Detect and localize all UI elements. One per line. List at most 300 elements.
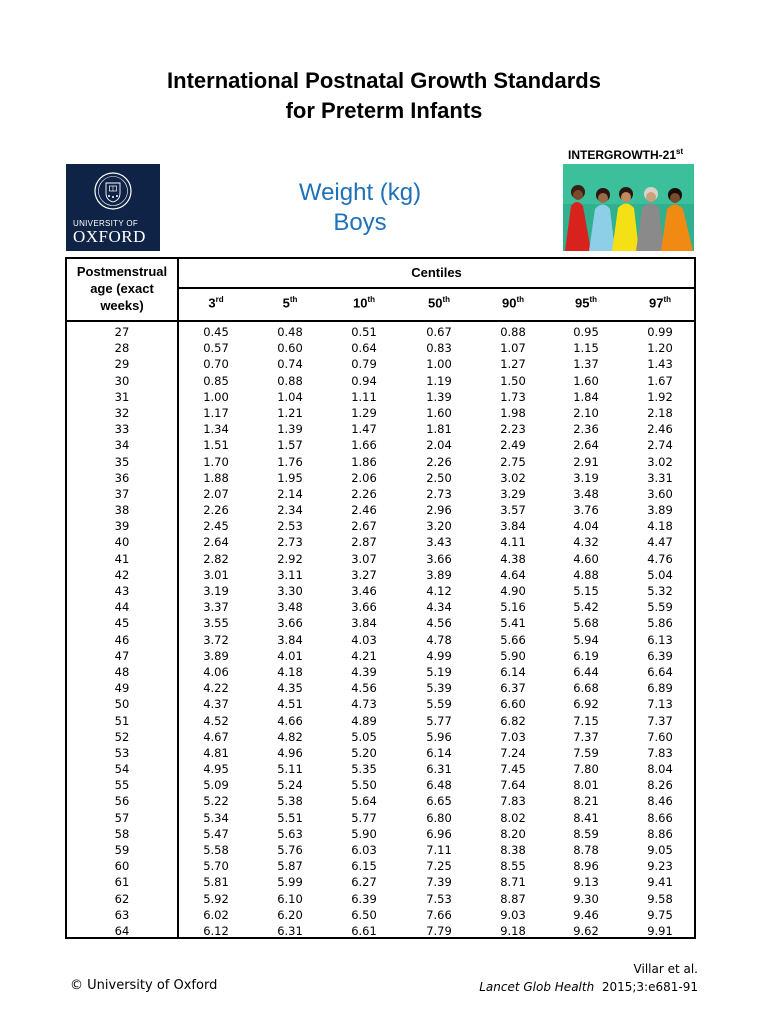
weight-cell: 3.57 [500, 503, 526, 518]
weight-cell: 6.48 [426, 778, 452, 793]
weight-cell: 5.90 [351, 826, 377, 841]
chart-title-measure: Weight (kg) [298, 179, 422, 206]
intergrowth-label-text: INTERGROWTH-21 [568, 148, 676, 162]
weight-cell: 5.39 [426, 681, 452, 696]
author-text: Villar et al. [633, 962, 698, 976]
weight-cell: 4.35 [277, 681, 303, 696]
weight-cell: 3.48 [573, 486, 599, 501]
age-cell: 43 [114, 584, 130, 598]
table-row [67, 389, 694, 405]
weight-cell: 4.18 [277, 664, 303, 679]
age-cell: 64 [114, 923, 130, 938]
weight-cell: 5.05 [351, 729, 377, 744]
table-row [67, 664, 694, 680]
weight-cell: 8.21 [573, 794, 599, 809]
table-row [67, 793, 694, 809]
age-cell: 63 [114, 907, 130, 922]
weight-cell: 9.46 [573, 907, 599, 922]
weight-cell: 7.37 [647, 713, 673, 728]
weight-cell: 1.17 [203, 405, 229, 420]
weight-cell: 8.01 [573, 778, 599, 793]
intergrowth-label-sup: st [676, 147, 684, 156]
weight-cell: 1.47 [351, 422, 377, 437]
weight-cell: 2.46 [647, 422, 673, 437]
weight-cell: 4.39 [351, 664, 377, 679]
weight-cell: 2.26 [351, 486, 377, 501]
weight-cell: 4.89 [351, 713, 377, 728]
weight-cell: 1.70 [203, 454, 229, 469]
weight-cell: 6.37 [500, 681, 526, 696]
page-title-line1: International Postnatal Growth Standards [167, 68, 601, 93]
weight-cell: 5.51 [277, 810, 303, 825]
weight-cell: 4.38 [500, 551, 526, 566]
weight-cell: 2.10 [573, 405, 599, 420]
age-cell: 53 [114, 745, 130, 760]
weight-cell: 0.79 [351, 357, 377, 372]
weight-cell: 3.01 [203, 567, 229, 582]
weight-cell: 1.84 [573, 389, 599, 404]
weight-cell: 6.50 [351, 907, 377, 922]
table-row [67, 745, 694, 761]
age-cell: 62 [114, 891, 130, 906]
weight-centile-table [65, 257, 696, 939]
weight-cell: 7.39 [426, 875, 452, 890]
table-row [67, 567, 694, 583]
weight-cell: 6.68 [573, 681, 599, 696]
weight-cell: 7.25 [426, 859, 452, 874]
weight-cell: 1.92 [647, 389, 673, 404]
weight-cell: 5.35 [351, 762, 377, 777]
weight-cell: 3.84 [351, 616, 377, 631]
weight-cell: 5.68 [573, 616, 599, 631]
weight-cell: 0.45 [203, 325, 229, 339]
weight-cell: 7.64 [500, 778, 526, 793]
weight-cell: 8.20 [500, 826, 526, 841]
table-divider-body [67, 320, 694, 322]
weight-cell: 6.19 [573, 648, 599, 663]
oxford-logo [66, 164, 160, 251]
weight-cell: 7.03 [500, 729, 526, 744]
weight-cell: 4.18 [647, 519, 673, 534]
weight-cell: 0.95 [573, 325, 599, 339]
centile-header-suffix: th [589, 295, 598, 304]
weight-cell: 3.76 [573, 503, 599, 518]
weight-cell: 6.02 [203, 907, 229, 922]
age-cell: 38 [114, 503, 130, 518]
table-row [67, 583, 694, 599]
weight-cell: 0.74 [277, 357, 303, 372]
weight-cell: 6.64 [647, 664, 673, 679]
weight-cell: 5.59 [647, 600, 673, 615]
weight-cell: 7.83 [500, 794, 526, 809]
centile-header-number: 50 [427, 295, 443, 311]
weight-cell: 4.22 [203, 681, 229, 696]
age-cell: 55 [114, 778, 130, 793]
age-cell: 48 [114, 664, 130, 679]
weight-cell: 8.02 [500, 810, 526, 825]
table-row [67, 907, 694, 923]
weight-cell: 6.14 [500, 664, 526, 679]
weight-cell: 9.62 [573, 923, 599, 938]
weight-cell: 6.15 [351, 859, 377, 874]
age-cell: 29 [114, 357, 130, 372]
weight-cell: 0.83 [426, 341, 452, 356]
weight-cell: 6.44 [573, 664, 599, 679]
weight-cell: 4.82 [277, 729, 303, 744]
table-row [67, 858, 694, 874]
weight-cell: 2.53 [277, 519, 303, 534]
weight-cell: 9.58 [647, 891, 673, 906]
weight-cell: 5.64 [351, 794, 377, 809]
weight-cell: 8.71 [500, 875, 526, 890]
weight-cell: 4.47 [647, 535, 673, 550]
weight-cell: 3.31 [647, 470, 673, 485]
weight-cell: 3.48 [277, 600, 303, 615]
intergrowth-label [568, 147, 683, 162]
weight-cell: 1.86 [351, 454, 377, 469]
age-cell: 49 [114, 681, 130, 696]
weight-cell: 4.90 [500, 584, 526, 598]
weight-cell: 0.99 [647, 325, 673, 339]
weight-cell: 2.06 [351, 470, 377, 485]
weight-cell: 1.00 [426, 357, 452, 372]
weight-cell: 0.94 [351, 373, 377, 388]
weight-cell: 0.57 [203, 341, 229, 356]
age-cell: 30 [114, 373, 130, 388]
weight-cell: 4.76 [647, 551, 673, 566]
weight-cell: 2.36 [573, 422, 599, 437]
weight-cell: 4.64 [500, 567, 526, 582]
centile-header-5 [260, 295, 320, 310]
centile-header-suffix: th [663, 295, 672, 304]
weight-cell: 8.86 [647, 826, 673, 841]
age-cell: 40 [114, 535, 130, 550]
row-header: Postmenstrual age (exact weeks) [76, 264, 168, 313]
weight-cell: 3.72 [203, 632, 229, 647]
age-cell: 56 [114, 794, 130, 809]
weight-cell: 2.50 [426, 470, 452, 485]
age-cell: 54 [114, 762, 130, 777]
age-cell: 28 [114, 341, 130, 356]
weight-cell: 7.53 [426, 891, 452, 906]
centile-header-suffix: th [516, 295, 525, 304]
page-title [0, 66, 768, 126]
weight-cell: 2.87 [351, 535, 377, 550]
weight-cell: 9.05 [647, 843, 673, 857]
weight-cell: 8.46 [647, 794, 673, 809]
intergrowth-women-illustration [563, 164, 694, 251]
weight-cell: 5.70 [203, 859, 229, 874]
weight-cell: 7.13 [647, 697, 673, 712]
age-cell: 60 [114, 859, 130, 874]
weight-cell: 4.32 [573, 535, 599, 550]
age-cell: 61 [114, 875, 130, 890]
weight-cell: 8.78 [573, 843, 599, 857]
centile-header-number: 97 [648, 295, 664, 311]
age-cell: 42 [114, 567, 130, 582]
weight-cell: 5.77 [426, 713, 452, 728]
age-cell: 46 [114, 632, 130, 647]
table-row [67, 761, 694, 777]
weight-cell: 6.10 [277, 891, 303, 906]
weight-cell: 6.39 [351, 891, 377, 906]
weight-cell: 4.04 [573, 519, 599, 534]
weight-cell: 3.27 [351, 567, 377, 582]
weight-cell: 3.07 [351, 551, 377, 566]
weight-cell: 5.38 [277, 794, 303, 809]
weight-cell: 5.92 [203, 891, 229, 906]
weight-cell: 2.91 [573, 454, 599, 469]
table-row [67, 502, 694, 518]
oxford-logo-line1: UNIVERSITY OF [73, 219, 139, 228]
weight-cell: 1.66 [351, 438, 377, 453]
weight-cell: 2.23 [500, 422, 526, 437]
table-row [67, 842, 694, 858]
weight-cell: 5.41 [500, 616, 526, 631]
weight-cell: 3.66 [277, 616, 303, 631]
weight-cell: 6.60 [500, 697, 526, 712]
age-cell: 52 [114, 729, 130, 744]
centile-header-50 [409, 295, 469, 310]
weight-cell: 3.29 [500, 486, 526, 501]
table-row [67, 599, 694, 615]
weight-cell: 9.18 [500, 923, 526, 938]
weight-cell: 1.39 [277, 422, 303, 437]
weight-cell: 4.81 [203, 745, 229, 760]
weight-cell: 5.76 [277, 843, 303, 857]
weight-cell: 4.78 [426, 632, 452, 647]
weight-cell: 6.82 [500, 713, 526, 728]
weight-cell: 2.96 [426, 503, 452, 518]
weight-cell: 2.46 [351, 503, 377, 518]
table-row [67, 680, 694, 696]
weight-cell: 9.23 [647, 859, 673, 874]
weight-cell: 5.47 [203, 826, 229, 841]
weight-cell: 7.15 [573, 713, 599, 728]
weight-cell: 3.19 [203, 584, 229, 598]
weight-cell: 3.37 [203, 600, 229, 615]
centile-header-number: 95 [574, 295, 590, 311]
age-cell: 59 [114, 843, 130, 857]
weight-cell: 8.38 [500, 843, 526, 857]
table-row [67, 470, 694, 486]
weight-cell: 3.84 [500, 519, 526, 534]
oxford-crest-icon [93, 171, 133, 211]
weight-cell: 6.89 [647, 681, 673, 696]
weight-cell: 7.66 [426, 907, 452, 922]
weight-cell: 1.21 [277, 405, 303, 420]
weight-cell: 6.12 [203, 923, 229, 938]
weight-cell: 5.94 [573, 632, 599, 647]
table-row [67, 632, 694, 648]
centile-header-suffix: th [442, 295, 451, 304]
centile-header-suffix: rd [215, 295, 224, 304]
copyright-text: © University of Oxford [70, 978, 218, 993]
weight-cell: 2.82 [203, 551, 229, 566]
table-row [67, 373, 694, 389]
centile-header-number: 90 [501, 295, 517, 311]
weight-cell: 9.75 [647, 907, 673, 922]
weight-cell: 2.26 [203, 503, 229, 518]
weight-cell: 5.58 [203, 843, 229, 857]
age-cell: 31 [114, 389, 130, 404]
weight-cell: 1.37 [573, 357, 599, 372]
table-row [67, 518, 694, 534]
table-row [67, 454, 694, 470]
table-row [67, 534, 694, 550]
weight-cell: 6.31 [426, 762, 452, 777]
centile-header-number: 5 [282, 295, 290, 311]
age-cell: 50 [114, 697, 130, 712]
weight-cell: 5.63 [277, 826, 303, 841]
age-cell: 47 [114, 648, 130, 663]
age-cell: 36 [114, 470, 130, 485]
table-row [67, 923, 694, 939]
weight-cell: 5.50 [351, 778, 377, 793]
weight-cell: 4.06 [203, 664, 229, 679]
centile-header-number: 3 [208, 295, 216, 311]
weight-cell: 4.88 [573, 567, 599, 582]
weight-cell: 6.13 [647, 632, 673, 647]
weight-cell: 4.60 [573, 551, 599, 566]
table-row [67, 551, 694, 567]
weight-cell: 5.32 [647, 584, 673, 598]
weight-cell: 5.86 [647, 616, 673, 631]
weight-cell: 1.43 [647, 357, 673, 372]
weight-cell: 4.01 [277, 648, 303, 663]
weight-cell: 4.37 [203, 697, 229, 712]
weight-cell: 8.26 [647, 778, 673, 793]
weight-cell: 4.99 [426, 648, 452, 663]
weight-cell: 1.50 [500, 373, 526, 388]
weight-cell: 5.22 [203, 794, 229, 809]
weight-cell: 3.46 [351, 584, 377, 598]
weight-cell: 1.07 [500, 341, 526, 356]
centile-header-3 [186, 295, 246, 310]
weight-cell: 0.48 [277, 325, 303, 339]
age-cell: 33 [114, 422, 130, 437]
weight-cell: 5.99 [277, 875, 303, 890]
weight-cell: 7.11 [426, 843, 452, 857]
weight-cell: 0.64 [351, 341, 377, 356]
weight-cell: 4.12 [426, 584, 452, 598]
age-cell: 39 [114, 519, 130, 534]
weight-cell: 7.45 [500, 762, 526, 777]
age-cell: 45 [114, 616, 130, 631]
oxford-logo-line2: OXFORD [73, 227, 146, 246]
weight-cell: 6.03 [351, 843, 377, 857]
weight-cell: 3.84 [277, 632, 303, 647]
weight-cell: 4.03 [351, 632, 377, 647]
weight-cell: 3.11 [277, 567, 303, 582]
weight-cell: 0.51 [351, 325, 377, 339]
weight-cell: 2.34 [277, 503, 303, 518]
weight-cell: 2.75 [500, 454, 526, 469]
weight-cell: 4.95 [203, 762, 229, 777]
centiles-group-header: Centiles [411, 265, 462, 280]
table-row [67, 340, 694, 356]
table-row [67, 421, 694, 437]
table-row [67, 810, 694, 826]
weight-cell: 6.27 [351, 875, 377, 890]
weight-cell: 4.66 [277, 713, 303, 728]
weight-cell: 6.31 [277, 923, 303, 938]
weight-cell: 9.30 [573, 891, 599, 906]
centile-header-suffix: th [289, 295, 298, 304]
table-row [67, 696, 694, 712]
weight-cell: 8.96 [573, 859, 599, 874]
weight-cell: 0.70 [203, 357, 229, 372]
weight-cell: 0.60 [277, 341, 303, 356]
weight-cell: 3.66 [351, 600, 377, 615]
centile-header-97 [630, 295, 690, 310]
age-cell: 32 [114, 405, 130, 420]
table-divider-header [177, 287, 694, 289]
weight-cell: 2.14 [277, 486, 303, 501]
weight-cell: 7.59 [573, 745, 599, 760]
weight-cell: 1.34 [203, 422, 229, 437]
weight-cell: 2.18 [647, 405, 673, 420]
weight-cell: 2.45 [203, 519, 229, 534]
weight-cell: 7.80 [573, 762, 599, 777]
journal-name: Lancet Glob Health [479, 980, 595, 994]
weight-cell: 0.85 [203, 373, 229, 388]
table-body [67, 324, 694, 939]
weight-cell: 2.04 [426, 438, 452, 453]
weight-cell: 6.80 [426, 810, 452, 825]
weight-cell: 5.90 [500, 648, 526, 663]
age-cell: 27 [114, 325, 130, 339]
weight-cell: 3.02 [647, 454, 673, 469]
age-cell: 41 [114, 551, 130, 566]
weight-cell: 2.64 [203, 535, 229, 550]
weight-cell: 8.66 [647, 810, 673, 825]
weight-cell: 5.77 [351, 810, 377, 825]
weight-cell: 5.59 [426, 697, 452, 712]
centile-header-10 [334, 295, 394, 310]
weight-cell: 2.07 [203, 486, 229, 501]
weight-cell: 8.87 [500, 891, 526, 906]
weight-cell: 1.00 [203, 389, 229, 404]
weight-cell: 9.13 [573, 875, 599, 890]
weight-cell: 4.34 [426, 600, 452, 615]
table-row [67, 826, 694, 842]
weight-cell: 3.19 [573, 470, 599, 485]
weight-cell: 5.81 [203, 875, 229, 890]
weight-cell: 5.09 [203, 778, 229, 793]
weight-cell: 1.88 [203, 470, 229, 485]
centile-header-suffix: th [367, 295, 376, 304]
weight-cell: 4.21 [351, 648, 377, 663]
weight-cell: 4.11 [500, 535, 526, 550]
weight-cell: 1.98 [500, 405, 526, 420]
weight-cell: 6.92 [573, 697, 599, 712]
weight-cell: 6.65 [426, 794, 452, 809]
weight-cell: 7.79 [426, 923, 452, 938]
weight-cell: 0.88 [500, 325, 526, 339]
weight-cell: 6.61 [351, 923, 377, 938]
age-cell: 57 [114, 810, 130, 825]
weight-cell: 1.76 [277, 454, 303, 469]
weight-cell: 1.81 [426, 422, 452, 437]
weight-cell: 3.02 [500, 470, 526, 485]
weight-cell: 5.19 [426, 664, 452, 679]
weight-cell: 8.59 [573, 826, 599, 841]
weight-cell: 0.67 [426, 325, 452, 339]
weight-cell: 5.04 [647, 567, 673, 582]
weight-cell: 3.55 [203, 616, 229, 631]
weight-cell: 5.96 [426, 729, 452, 744]
